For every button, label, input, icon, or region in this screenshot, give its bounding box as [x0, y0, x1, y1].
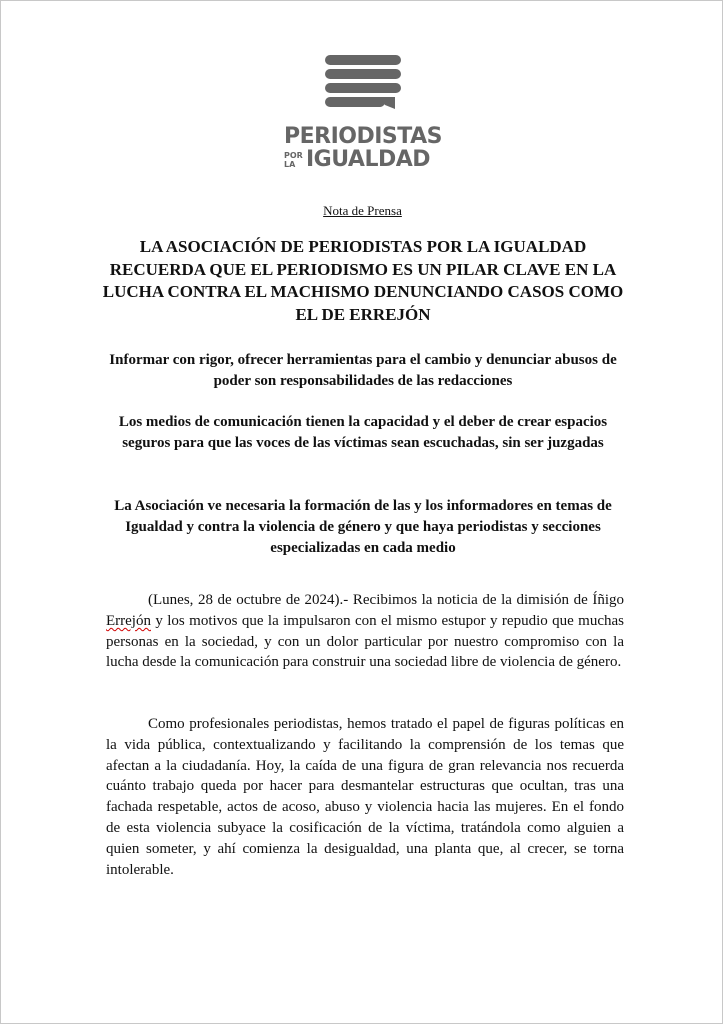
paragraph-2-text: Como profesionales periodistas, hemos tratado el papel de figuras políticas en la vida pública, contextualizando y facilitando la comprensión de los temas que afectan a la ciudadanía. Hoy, la caída de una figura de gran relevancia nos recuerda cuánto trabajo queda por hacer para desmantelar estructuras que ocultan, tras una fachada respetable, actos de acoso, abuso y violencia hacia las mujeres. En el fondo de esta violencia subyace la cosificación de la víctima, tratándola como alguien a quien someter, y ahí comienza la desigualdad, una planta que, al crecer, se torna intolerable.: [106, 716, 624, 878]
paragraph-1-end: y los motivos que la impulsaron con el mismo estupor y repudio que muchas personas en la sociedad, y con un dolor particular por nuestro compromiso con la lucha desde la comunicación para construir una sociedad libre de violencia de género.: [106, 612, 624, 671]
logo-por: POR: [284, 151, 303, 160]
body-paragraph-2: [106, 714, 624, 880]
paragraph-1-start: (Lunes, 28 de octubre de 2024).- Recibimos la noticia de la dimisión de Íñigo: [148, 592, 624, 608]
body-paragraph-1: [106, 590, 624, 673]
logo-la: LA: [284, 160, 296, 169]
logo-igualdad: IGUALDAD: [306, 147, 431, 172]
logo-wordmark-line1: PERIODISTAS: [284, 124, 442, 149]
headline: LA ASOCIACIÓN DE PERIODISTAS POR LA IGUALDAD RECUERDA QUE EL PERIODISMO ES UN PILAR CLAVE EN LA LUCHA CONTRA EL MACHISMO DENUNCIANDO CASOS COMO EL DE ERREJÓN: [102, 237, 624, 324]
subheading-2: Los medios de comunicación tienen la capacidad y el deber de crear espacios seguros para que las voces de las víctimas sean escuchadas, sin ser juzgadas: [118, 414, 608, 451]
spellcheck-flagged-word: Errejón: [106, 612, 151, 629]
press-release-label: Nota de Prensa: [323, 203, 402, 218]
logo-wordmark-line2: [284, 147, 454, 175]
speech-bubble-logo-icon: [323, 53, 403, 109]
subheading-3: La Asociación ve necesaria la formación de las y los informadores en temas de Igualdad y contra la violencia de género y que haya periodistas y secciones especializadas en cada medio: [114, 498, 612, 556]
subheading-1: Informar con rigor, ofrecer herramientas para el cambio y denunciar abusos de poder son responsabilidades de las redacciones: [109, 352, 617, 389]
